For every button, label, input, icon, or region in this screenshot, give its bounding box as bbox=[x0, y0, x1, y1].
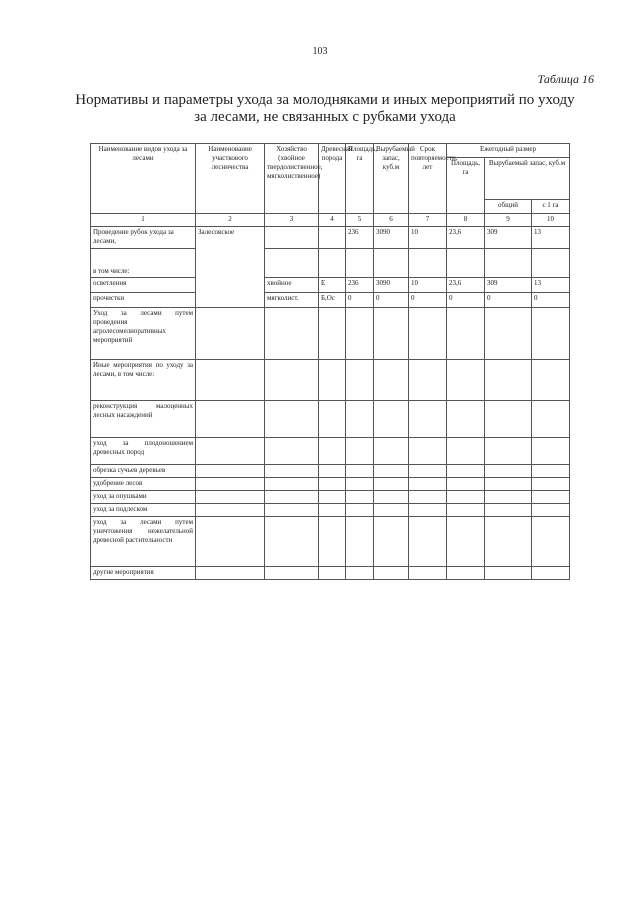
table-cell bbox=[532, 401, 570, 438]
column-number: 1 bbox=[91, 214, 196, 227]
table-cell bbox=[319, 567, 346, 580]
table-cell bbox=[319, 360, 346, 401]
table-cell bbox=[532, 249, 570, 278]
row-name: в том числе: bbox=[91, 249, 196, 278]
table-cell: 13 bbox=[532, 227, 570, 249]
table-cell bbox=[196, 567, 265, 580]
table-cell bbox=[447, 478, 485, 491]
table-cell bbox=[447, 249, 485, 278]
table-cell bbox=[265, 478, 319, 491]
table-cell bbox=[346, 401, 374, 438]
table-cell bbox=[196, 517, 265, 567]
document-title: Нормативы и параметры ухода за молодняками и иных мероприятий по уходу за лесами, не связанных с рубками ухода bbox=[75, 92, 575, 125]
table-cell: 3090 bbox=[374, 227, 409, 249]
table-cell bbox=[265, 227, 319, 249]
table-cell bbox=[265, 491, 319, 504]
table-cell bbox=[346, 249, 374, 278]
table-cell bbox=[196, 465, 265, 478]
table-cell bbox=[447, 465, 485, 478]
table-cell: 23,6 bbox=[447, 278, 485, 293]
table-cell bbox=[447, 567, 485, 580]
table-cell: 13 bbox=[532, 278, 570, 293]
column-number: 10 bbox=[532, 214, 570, 227]
table-cell bbox=[374, 465, 409, 478]
table-cell bbox=[447, 491, 485, 504]
table-cell: 0 bbox=[409, 293, 447, 308]
table-cell bbox=[447, 504, 485, 517]
table-cell bbox=[485, 478, 532, 491]
table-cell bbox=[447, 401, 485, 438]
forestry-cell: Залесовское bbox=[196, 227, 265, 308]
column-number: 9 bbox=[485, 214, 532, 227]
table-cell bbox=[196, 504, 265, 517]
table-cell bbox=[265, 567, 319, 580]
header-cell: Наименование участкового лесничества bbox=[196, 144, 265, 214]
table-cell bbox=[532, 360, 570, 401]
row-name: осветления bbox=[91, 278, 196, 293]
table-cell: 0 bbox=[374, 293, 409, 308]
header-cell: с 1 га bbox=[532, 200, 570, 214]
table-cell bbox=[485, 401, 532, 438]
table-row bbox=[91, 567, 570, 580]
table-cell bbox=[374, 478, 409, 491]
table-cell bbox=[196, 438, 265, 465]
header-cell: Хозяйство (хвойное твердолиственное, мягколиственное) bbox=[265, 144, 319, 214]
table-cell bbox=[532, 517, 570, 567]
table-cell bbox=[319, 249, 346, 278]
table-cell: 10 bbox=[409, 227, 447, 249]
table-cell bbox=[485, 308, 532, 360]
table-cell: 0 bbox=[447, 293, 485, 308]
table-cell bbox=[532, 491, 570, 504]
row-name: прочистки bbox=[91, 293, 196, 308]
table-cell bbox=[409, 478, 447, 491]
table-cell bbox=[346, 308, 374, 360]
row-name: другие мероприятия bbox=[91, 567, 196, 580]
table-cell: 23,6 bbox=[447, 227, 485, 249]
row-name: Уход за лесами путем проведения агролесомелиоративных мероприятий bbox=[91, 308, 196, 360]
table-cell bbox=[196, 360, 265, 401]
header-cell: Вырубаемый запас, куб.м bbox=[485, 158, 570, 200]
table-cell bbox=[532, 465, 570, 478]
table-row bbox=[91, 293, 570, 308]
page-number: 103 bbox=[312, 46, 328, 57]
header-cell: общий bbox=[485, 200, 532, 214]
table-row bbox=[91, 249, 570, 278]
table-cell: 309 bbox=[485, 278, 532, 293]
table-cell bbox=[265, 504, 319, 517]
table-cell bbox=[485, 360, 532, 401]
table-cell bbox=[265, 308, 319, 360]
table-cell bbox=[409, 438, 447, 465]
table-cell bbox=[346, 438, 374, 465]
table-cell bbox=[485, 567, 532, 580]
table-cell bbox=[409, 491, 447, 504]
header-cell: Срок повторяемости, лет bbox=[409, 144, 447, 214]
row-name: реконструкция малоценных лесных насаждений bbox=[91, 401, 196, 438]
column-number: 5 bbox=[346, 214, 374, 227]
header-cell: Ежегодный размер bbox=[447, 144, 570, 158]
table-cell bbox=[319, 491, 346, 504]
table-cell bbox=[346, 517, 374, 567]
header-cell: Древесная порода bbox=[319, 144, 346, 214]
column-number: 2 bbox=[196, 214, 265, 227]
table-row bbox=[91, 308, 570, 360]
table-cell bbox=[374, 504, 409, 517]
table-cell bbox=[319, 465, 346, 478]
table-cell bbox=[265, 360, 319, 401]
table-cell bbox=[265, 249, 319, 278]
norms-table bbox=[90, 143, 570, 580]
table-cell bbox=[447, 517, 485, 567]
table-label: Таблица 16 bbox=[537, 72, 594, 86]
table-cell bbox=[265, 438, 319, 465]
table-cell: 309 bbox=[485, 227, 532, 249]
table-cell bbox=[196, 308, 265, 360]
table-cell bbox=[485, 517, 532, 567]
table-row bbox=[91, 227, 570, 249]
table-cell bbox=[265, 401, 319, 438]
table-cell bbox=[319, 308, 346, 360]
table-cell bbox=[196, 478, 265, 491]
table-cell bbox=[346, 478, 374, 491]
column-number: 8 bbox=[447, 214, 485, 227]
table-cell bbox=[532, 438, 570, 465]
table-cell bbox=[374, 491, 409, 504]
table-row bbox=[91, 517, 570, 567]
table-cell bbox=[485, 438, 532, 465]
table-cell bbox=[265, 465, 319, 478]
column-number: 4 bbox=[319, 214, 346, 227]
header-cell: Вырубаемый запас, куб.м bbox=[374, 144, 409, 214]
row-name: обрезка сучьев деревьев bbox=[91, 465, 196, 478]
table-cell: Е bbox=[319, 278, 346, 293]
table-cell bbox=[319, 227, 346, 249]
table-cell bbox=[409, 465, 447, 478]
table-cell bbox=[374, 517, 409, 567]
table-cell bbox=[485, 249, 532, 278]
table-cell bbox=[319, 438, 346, 465]
table-cell bbox=[485, 465, 532, 478]
table-cell bbox=[346, 567, 374, 580]
table-cell: 3090 bbox=[374, 278, 409, 293]
row-name: уход за подлеском bbox=[91, 504, 196, 517]
table-cell bbox=[409, 504, 447, 517]
row-name: уход за лесами путем уничтожения нежелательной древесной растительности bbox=[91, 517, 196, 567]
table-cell: 236 bbox=[346, 227, 374, 249]
row-name: Проведение рубок ухода за лесами, bbox=[91, 227, 196, 249]
table-cell bbox=[447, 360, 485, 401]
table-row bbox=[91, 278, 570, 293]
table-cell bbox=[532, 567, 570, 580]
table-row bbox=[91, 491, 570, 504]
row-name: уход за плодоношением древесных пород bbox=[91, 438, 196, 465]
header-cell: Наименование видов ухода за лесами bbox=[91, 144, 196, 214]
table-cell bbox=[319, 401, 346, 438]
table-row bbox=[91, 360, 570, 401]
table-cell bbox=[409, 567, 447, 580]
table-cell: 0 bbox=[346, 293, 374, 308]
table-cell bbox=[374, 360, 409, 401]
table-cell bbox=[196, 491, 265, 504]
table-cell: 0 bbox=[532, 293, 570, 308]
table-cell bbox=[532, 478, 570, 491]
table-cell bbox=[374, 438, 409, 465]
table-cell bbox=[409, 360, 447, 401]
table-cell bbox=[485, 491, 532, 504]
table-cell bbox=[346, 504, 374, 517]
table-cell bbox=[532, 308, 570, 360]
table-row bbox=[91, 401, 570, 438]
column-number: 7 bbox=[409, 214, 447, 227]
row-name: удобрение лесов bbox=[91, 478, 196, 491]
table-cell bbox=[409, 249, 447, 278]
table-cell bbox=[346, 491, 374, 504]
table-row bbox=[91, 504, 570, 517]
table-cell bbox=[196, 401, 265, 438]
table-cell bbox=[532, 504, 570, 517]
table-cell bbox=[319, 504, 346, 517]
table-cell: хвойное bbox=[265, 278, 319, 293]
row-name: Иные мероприятия по уходу за лесами, в том числе: bbox=[91, 360, 196, 401]
table-cell: 10 bbox=[409, 278, 447, 293]
table-cell: 236 bbox=[346, 278, 374, 293]
row-name: уход за опушками bbox=[91, 491, 196, 504]
table-cell bbox=[374, 249, 409, 278]
table-cell: Б,Ос bbox=[319, 293, 346, 308]
table-cell bbox=[409, 517, 447, 567]
table-cell bbox=[409, 401, 447, 438]
header-cell: Площадь, га bbox=[346, 144, 374, 214]
table-cell bbox=[346, 465, 374, 478]
table-cell: 0 bbox=[485, 293, 532, 308]
column-number: 3 bbox=[265, 214, 319, 227]
table-cell bbox=[319, 517, 346, 567]
header-cell: Площадь, га bbox=[447, 158, 485, 214]
table-cell bbox=[485, 504, 532, 517]
table-cell bbox=[374, 308, 409, 360]
table-cell: мягколист. bbox=[265, 293, 319, 308]
table-row bbox=[91, 465, 570, 478]
table-row bbox=[91, 438, 570, 465]
table-row bbox=[91, 478, 570, 491]
table-cell bbox=[374, 401, 409, 438]
table-cell bbox=[447, 308, 485, 360]
table-cell bbox=[265, 517, 319, 567]
table-cell bbox=[447, 438, 485, 465]
column-number: 6 bbox=[374, 214, 409, 227]
table-cell bbox=[319, 478, 346, 491]
table-cell bbox=[374, 567, 409, 580]
table-cell bbox=[346, 360, 374, 401]
table-cell bbox=[409, 308, 447, 360]
